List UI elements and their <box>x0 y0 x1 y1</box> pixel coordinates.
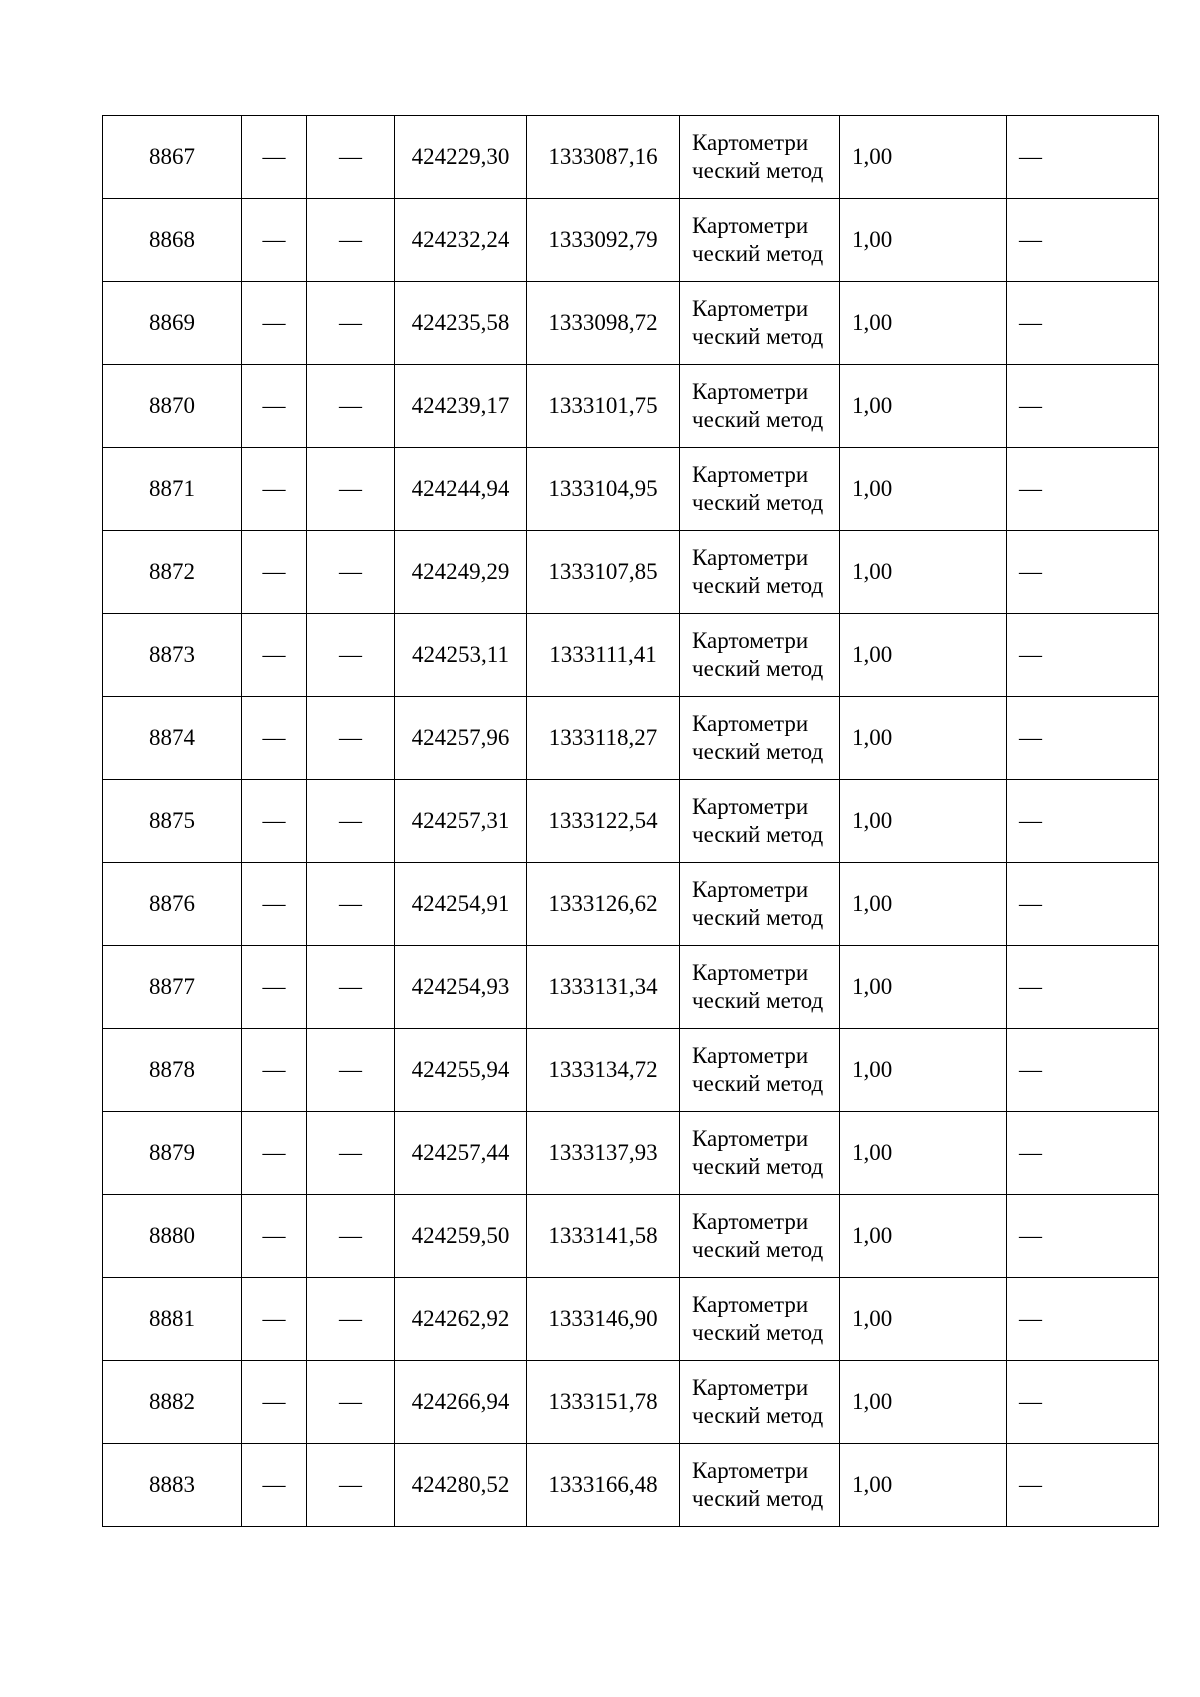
accuracy-cell: 1,00 <box>840 780 1007 863</box>
x-coordinate-cell: 424257,44 <box>395 1112 527 1195</box>
description-cell: — <box>1007 199 1159 282</box>
x-coordinate-cell: 424249,29 <box>395 531 527 614</box>
dash-cell: — <box>307 365 395 448</box>
dash-cell: — <box>307 1361 395 1444</box>
dash-cell: — <box>307 614 395 697</box>
point-number-cell: 8875 <box>103 780 242 863</box>
point-number-cell: 8880 <box>103 1195 242 1278</box>
description-cell: — <box>1007 531 1159 614</box>
description-cell: — <box>1007 863 1159 946</box>
accuracy-cell: 1,00 <box>840 697 1007 780</box>
table-row <box>103 365 1159 448</box>
method-cell: Картометри ческий метод <box>680 116 840 199</box>
dash-cell: — <box>307 863 395 946</box>
method-cell: Картометри ческий метод <box>680 1361 840 1444</box>
table-row <box>103 946 1159 1029</box>
dash-cell: — <box>242 531 307 614</box>
table-row <box>103 1195 1159 1278</box>
dash-cell: — <box>242 863 307 946</box>
x-coordinate-cell: 424232,24 <box>395 199 527 282</box>
point-number-cell: 8874 <box>103 697 242 780</box>
y-coordinate-cell: 1333146,90 <box>527 1278 680 1361</box>
x-coordinate-cell: 424254,91 <box>395 863 527 946</box>
x-coordinate-cell: 424229,30 <box>395 116 527 199</box>
point-number-cell: 8867 <box>103 116 242 199</box>
method-cell: Картометри ческий метод <box>680 282 840 365</box>
accuracy-cell: 1,00 <box>840 199 1007 282</box>
x-coordinate-cell: 424244,94 <box>395 448 527 531</box>
description-cell: — <box>1007 448 1159 531</box>
dash-cell: — <box>242 1195 307 1278</box>
description-cell: — <box>1007 780 1159 863</box>
dash-cell: — <box>307 697 395 780</box>
method-cell: Картометри ческий метод <box>680 614 840 697</box>
table-row <box>103 863 1159 946</box>
y-coordinate-cell: 1333151,78 <box>527 1361 680 1444</box>
x-coordinate-cell: 424253,11 <box>395 614 527 697</box>
method-cell: Картометри ческий метод <box>680 780 840 863</box>
x-coordinate-cell: 424259,50 <box>395 1195 527 1278</box>
y-coordinate-cell: 1333166,48 <box>527 1444 680 1527</box>
description-cell: — <box>1007 1195 1159 1278</box>
table-row <box>103 116 1159 199</box>
point-number-cell: 8881 <box>103 1278 242 1361</box>
y-coordinate-cell: 1333141,58 <box>527 1195 680 1278</box>
accuracy-cell: 1,00 <box>840 1029 1007 1112</box>
accuracy-cell: 1,00 <box>840 1278 1007 1361</box>
point-number-cell: 8869 <box>103 282 242 365</box>
dash-cell: — <box>307 1195 395 1278</box>
dash-cell: — <box>242 199 307 282</box>
description-cell: — <box>1007 614 1159 697</box>
accuracy-cell: 1,00 <box>840 531 1007 614</box>
accuracy-cell: 1,00 <box>840 282 1007 365</box>
table-row <box>103 1361 1159 1444</box>
point-number-cell: 8878 <box>103 1029 242 1112</box>
y-coordinate-cell: 1333111,41 <box>527 614 680 697</box>
dash-cell: — <box>307 1112 395 1195</box>
accuracy-cell: 1,00 <box>840 365 1007 448</box>
table-row <box>103 614 1159 697</box>
dash-cell: — <box>242 1361 307 1444</box>
description-cell: — <box>1007 1112 1159 1195</box>
y-coordinate-cell: 1333098,72 <box>527 282 680 365</box>
x-coordinate-cell: 424266,94 <box>395 1361 527 1444</box>
accuracy-cell: 1,00 <box>840 1112 1007 1195</box>
point-number-cell: 8876 <box>103 863 242 946</box>
method-cell: Картометри ческий метод <box>680 697 840 780</box>
y-coordinate-cell: 1333126,62 <box>527 863 680 946</box>
point-number-cell: 8871 <box>103 448 242 531</box>
point-number-cell: 8879 <box>103 1112 242 1195</box>
dash-cell: — <box>242 116 307 199</box>
description-cell: — <box>1007 282 1159 365</box>
x-coordinate-cell: 424239,17 <box>395 365 527 448</box>
table-row <box>103 448 1159 531</box>
table-row <box>103 282 1159 365</box>
accuracy-cell: 1,00 <box>840 448 1007 531</box>
x-coordinate-cell: 424262,92 <box>395 1278 527 1361</box>
accuracy-cell: 1,00 <box>840 614 1007 697</box>
dash-cell: — <box>242 1278 307 1361</box>
dash-cell: — <box>307 946 395 1029</box>
table-row <box>103 780 1159 863</box>
x-coordinate-cell: 424255,94 <box>395 1029 527 1112</box>
dash-cell: — <box>242 282 307 365</box>
table-row <box>103 1112 1159 1195</box>
dash-cell: — <box>242 780 307 863</box>
x-coordinate-cell: 424280,52 <box>395 1444 527 1527</box>
method-cell: Картометри ческий метод <box>680 946 840 1029</box>
description-cell: — <box>1007 365 1159 448</box>
description-cell: — <box>1007 116 1159 199</box>
y-coordinate-cell: 1333107,85 <box>527 531 680 614</box>
accuracy-cell: 1,00 <box>840 1195 1007 1278</box>
method-cell: Картометри ческий метод <box>680 863 840 946</box>
method-cell: Картометри ческий метод <box>680 1278 840 1361</box>
dash-cell: — <box>307 199 395 282</box>
table-row <box>103 199 1159 282</box>
accuracy-cell: 1,00 <box>840 1361 1007 1444</box>
y-coordinate-cell: 1333122,54 <box>527 780 680 863</box>
accuracy-cell: 1,00 <box>840 863 1007 946</box>
dash-cell: — <box>242 614 307 697</box>
table-row <box>103 697 1159 780</box>
y-coordinate-cell: 1333104,95 <box>527 448 680 531</box>
y-coordinate-cell: 1333087,16 <box>527 116 680 199</box>
dash-cell: — <box>307 282 395 365</box>
y-coordinate-cell: 1333092,79 <box>527 199 680 282</box>
point-number-cell: 8873 <box>103 614 242 697</box>
point-number-cell: 8872 <box>103 531 242 614</box>
point-number-cell: 8877 <box>103 946 242 1029</box>
x-coordinate-cell: 424254,93 <box>395 946 527 1029</box>
table-row <box>103 531 1159 614</box>
method-cell: Картометри ческий метод <box>680 199 840 282</box>
y-coordinate-cell: 1333131,34 <box>527 946 680 1029</box>
y-coordinate-cell: 1333137,93 <box>527 1112 680 1195</box>
accuracy-cell: 1,00 <box>840 116 1007 199</box>
table-body <box>103 116 1159 1527</box>
method-cell: Картометри ческий метод <box>680 1029 840 1112</box>
dash-cell: — <box>242 697 307 780</box>
coordinates-table <box>102 115 1159 1527</box>
x-coordinate-cell: 424257,31 <box>395 780 527 863</box>
description-cell: — <box>1007 1278 1159 1361</box>
method-cell: Картометри ческий метод <box>680 365 840 448</box>
method-cell: Картометри ческий метод <box>680 1444 840 1527</box>
point-number-cell: 8870 <box>103 365 242 448</box>
method-cell: Картометри ческий метод <box>680 1195 840 1278</box>
x-coordinate-cell: 424257,96 <box>395 697 527 780</box>
dash-cell: — <box>307 1278 395 1361</box>
dash-cell: — <box>242 1029 307 1112</box>
dash-cell: — <box>242 1112 307 1195</box>
dash-cell: — <box>242 365 307 448</box>
y-coordinate-cell: 1333134,72 <box>527 1029 680 1112</box>
table-row <box>103 1444 1159 1527</box>
dash-cell: — <box>307 1444 395 1527</box>
description-cell: — <box>1007 697 1159 780</box>
dash-cell: — <box>307 116 395 199</box>
dash-cell: — <box>242 448 307 531</box>
description-cell: — <box>1007 946 1159 1029</box>
description-cell: — <box>1007 1361 1159 1444</box>
table-row <box>103 1029 1159 1112</box>
accuracy-cell: 1,00 <box>840 1444 1007 1527</box>
method-cell: Картометри ческий метод <box>680 1112 840 1195</box>
dash-cell: — <box>242 946 307 1029</box>
dash-cell: — <box>307 448 395 531</box>
dash-cell: — <box>242 1444 307 1527</box>
dash-cell: — <box>307 1029 395 1112</box>
dash-cell: — <box>307 531 395 614</box>
y-coordinate-cell: 1333118,27 <box>527 697 680 780</box>
x-coordinate-cell: 424235,58 <box>395 282 527 365</box>
y-coordinate-cell: 1333101,75 <box>527 365 680 448</box>
description-cell: — <box>1007 1444 1159 1527</box>
method-cell: Картометри ческий метод <box>680 448 840 531</box>
table-row <box>103 1278 1159 1361</box>
dash-cell: — <box>307 780 395 863</box>
method-cell: Картометри ческий метод <box>680 531 840 614</box>
point-number-cell: 8883 <box>103 1444 242 1527</box>
accuracy-cell: 1,00 <box>840 946 1007 1029</box>
point-number-cell: 8882 <box>103 1361 242 1444</box>
description-cell: — <box>1007 1029 1159 1112</box>
point-number-cell: 8868 <box>103 199 242 282</box>
